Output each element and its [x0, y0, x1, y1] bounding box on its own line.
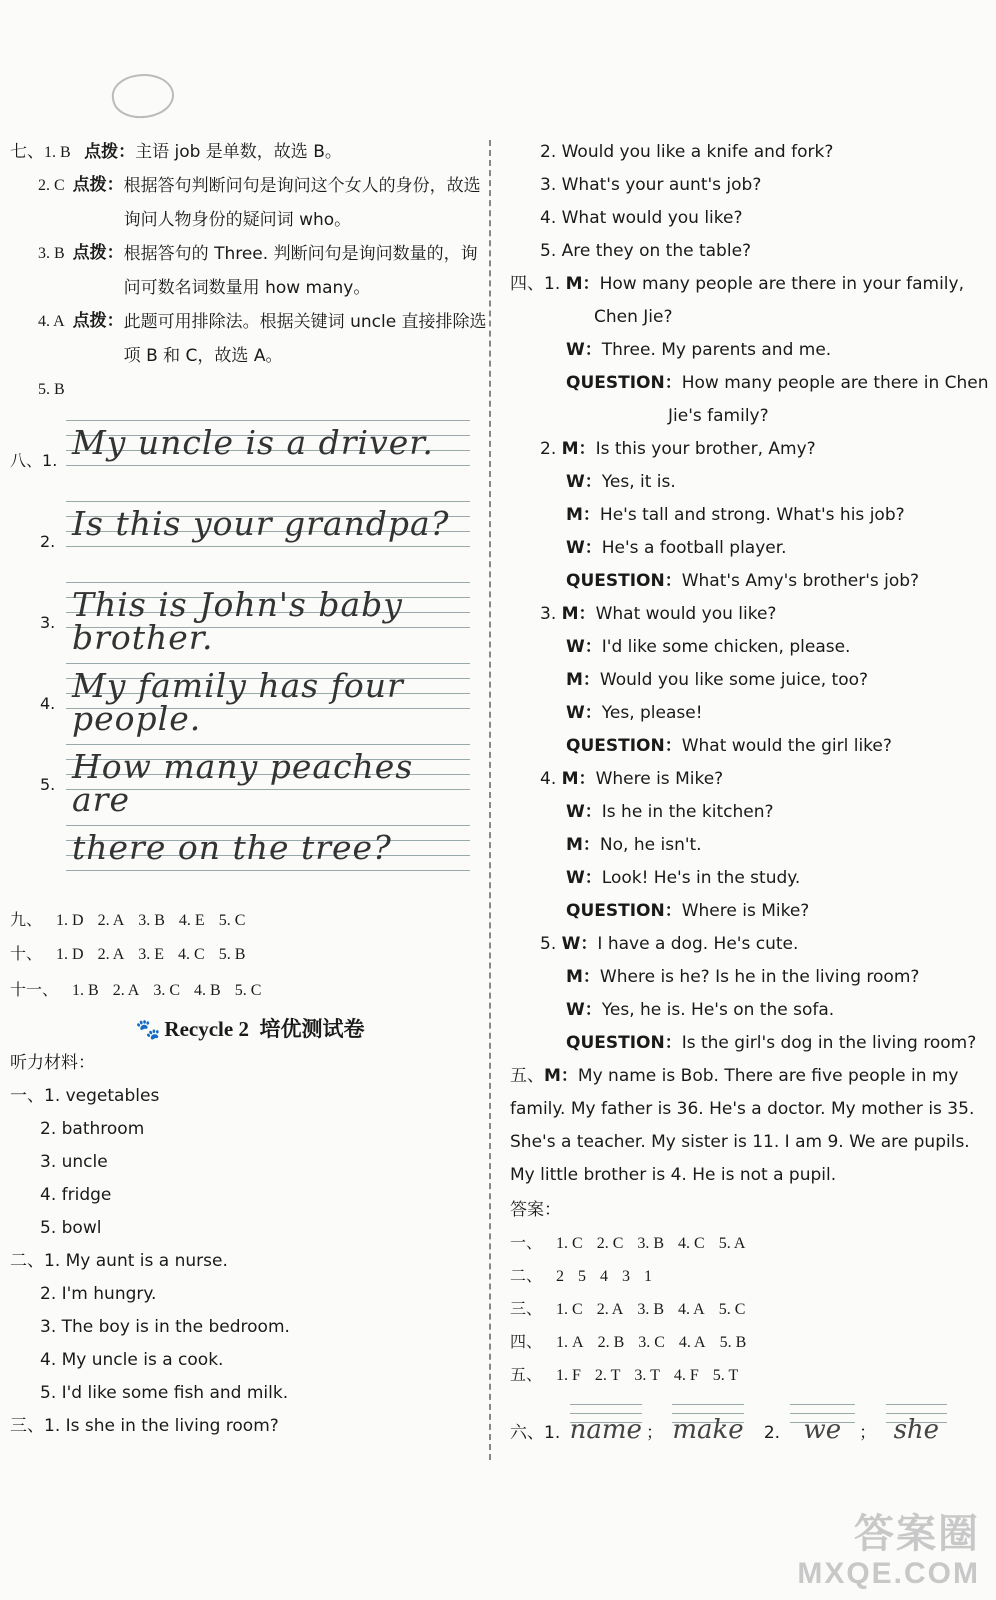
answer: 5	[578, 1268, 587, 1285]
section-title-cn: 培优测试卷	[259, 1017, 365, 1041]
dialog-number: 3.	[540, 604, 557, 624]
answers-row-1	[510, 1227, 980, 1260]
listening-item: 2. bathroom	[40, 1119, 145, 1139]
dialog-text: He's a football player.	[601, 538, 787, 558]
listening-item: 5. bowl	[40, 1218, 102, 1238]
q8-prefix: 八、	[10, 451, 43, 470]
l3-prefix: 三、	[10, 1416, 44, 1436]
answer: 4. F	[673, 1367, 699, 1384]
speaker: W：	[561, 934, 598, 954]
hint-label: 点拨：	[72, 175, 124, 195]
hw-number: 4.	[40, 694, 56, 713]
answer: 5. C	[218, 912, 246, 929]
answers-label: 答案：	[510, 1200, 561, 1220]
answer: 3. C	[638, 1334, 665, 1351]
answer: 1. D	[56, 912, 84, 929]
passage-text: My name is Bob. There are five people in my family. My father is 36. He's a doctor. My mother is 35. She's a teacher. My sister is 11. I am 9. We are pupils. My little brother is 4. He is not a pupil.	[510, 1066, 975, 1185]
answer: 1	[644, 1268, 653, 1285]
hw-number: 2.	[40, 532, 56, 551]
q6-prefix: 六、	[510, 1423, 544, 1443]
hint-text: 根据答句判断问句是询问这个女人的身份，故选询问人物身份的疑问词 who。	[123, 176, 481, 230]
answer: 1. B	[72, 982, 99, 999]
dialog-text: Where is he? Is he in the living room?	[599, 967, 920, 987]
speaker: M：	[544, 1066, 578, 1086]
q7-answer: 1. B	[44, 144, 71, 161]
answers-row-4	[510, 1326, 980, 1359]
right-column	[510, 136, 989, 1450]
hint-text: 根据答句的 Three. 判断问句是询问数量的，询问可数名词数量用 how many。	[123, 244, 478, 298]
listening-item: 5. Are they on the table?	[540, 241, 752, 261]
blank-we	[790, 1414, 856, 1450]
speaker: W：	[566, 340, 602, 360]
hint-label: 点拨：	[72, 243, 124, 263]
q8-handwriting	[10, 412, 470, 898]
answer: 5. T	[712, 1367, 739, 1384]
dialog-text: How many people are there in your family,	[599, 274, 964, 294]
dialog-2-line	[510, 532, 980, 565]
dialog-text: Is the girl's dog in the living room?	[681, 1033, 977, 1053]
l1-prefix: 一、	[10, 1086, 44, 1106]
answer: 2. T	[594, 1367, 621, 1384]
speaker: W：	[566, 868, 602, 888]
answers-row-5	[510, 1359, 980, 1392]
dialog-4-line	[510, 895, 980, 928]
speaker: M：	[566, 835, 600, 855]
dialog-2-line	[510, 565, 980, 598]
dialog-5-line	[510, 961, 980, 994]
section-title-en: Recycle 2	[164, 1017, 249, 1041]
answer: 4. C	[678, 1235, 705, 1252]
dialog-text: Would you like some juice, too?	[599, 670, 869, 690]
q7-answer: 2. C	[38, 177, 65, 194]
speaker: W：	[566, 802, 602, 822]
dialog-5-line	[510, 994, 980, 1027]
answer: 4	[600, 1268, 609, 1285]
answer: 1. A	[556, 1334, 584, 1351]
q7-item-3	[10, 237, 478, 305]
hw-line-4	[10, 655, 470, 736]
q11-prefix: 十一、	[10, 982, 59, 999]
answer: 2. C	[596, 1235, 624, 1252]
dialog-text: Where is Mike?	[681, 901, 810, 921]
listening-item: 3. uncle	[40, 1152, 108, 1172]
handwritten-sentence: How many peaches are	[72, 747, 414, 819]
handwritten-word: name	[569, 1415, 642, 1445]
l1-item-1	[10, 1080, 470, 1113]
answers-row-2	[510, 1260, 980, 1293]
answer: 5. B	[218, 946, 246, 963]
q7-answer: 3. B	[38, 245, 65, 262]
answer: 1. C	[556, 1301, 583, 1318]
dialog-text: Three. My parents and me.	[601, 340, 832, 360]
separator: ；	[859, 1423, 877, 1443]
answers-row-3	[510, 1293, 980, 1326]
dialog-3-line	[510, 598, 980, 631]
q6-number: 2.	[763, 1423, 781, 1443]
l3-item-1	[10, 1410, 470, 1443]
dialog-text: How many people are there in Chen	[681, 373, 989, 393]
dialog-2-line	[510, 433, 980, 466]
answer: 1. C	[556, 1235, 583, 1252]
answer: 4. E	[178, 912, 205, 929]
speaker: W：	[566, 1000, 602, 1020]
handwritten-sentence: there on the tree?	[72, 828, 392, 867]
speaker: QUESTION：	[566, 373, 682, 393]
section-title	[10, 1013, 470, 1047]
hw-number: 1.	[42, 451, 58, 470]
hw-line-5	[10, 736, 470, 817]
answer: 5. A	[718, 1235, 746, 1252]
listening-item: 5. I'd like some fish and milk.	[40, 1383, 289, 1403]
answer-prefix: 四、	[510, 1334, 543, 1351]
speaker: QUESTION：	[566, 901, 682, 921]
watermark-line-1: 答案圈	[854, 1512, 980, 1556]
dialog-text: Yes, it is.	[601, 472, 676, 492]
speaker: W：	[566, 472, 602, 492]
answer: 2. A	[97, 912, 125, 929]
answer: 2. A	[112, 982, 140, 999]
dialog-number: 2.	[540, 439, 557, 459]
answer: 2. B	[597, 1334, 625, 1351]
hint-text: 此题可用排除法。根据关键词 uncle 直接排除选项 B 和 C，故选 A。	[123, 312, 487, 366]
answer: 1. F	[556, 1367, 581, 1384]
dialog-4-line	[510, 763, 980, 796]
answer: 2. A	[97, 946, 125, 963]
speaker: QUESTION：	[566, 1033, 682, 1053]
q7-prefix: 七、	[10, 142, 44, 162]
listening-item: 4. fridge	[40, 1185, 112, 1205]
watermark-line-2: MXQE.COM	[797, 1557, 980, 1590]
l5-passage	[510, 1060, 980, 1192]
dialog-5-line	[510, 928, 980, 961]
dialog-text: Look! He's in the study.	[601, 868, 801, 888]
l5-prefix: 五、	[510, 1066, 544, 1086]
answer: 3. C	[153, 982, 181, 999]
speaker: W：	[566, 538, 602, 558]
blank-make	[672, 1414, 743, 1450]
dialog-text: I have a dog. He's cute.	[597, 934, 799, 954]
hw-number: 3.	[40, 613, 56, 632]
l4-prefix: 四、	[510, 274, 544, 294]
listening-item: 4. What would you like?	[540, 208, 743, 228]
q10-prefix: 十、	[10, 946, 43, 963]
listening-item: 1. vegetables	[44, 1086, 160, 1106]
q9-prefix: 九、	[10, 912, 43, 929]
dialog-1-line	[510, 268, 980, 301]
handwritten-sentence: This is John's baby brother.	[72, 585, 403, 657]
dialog-text: What's Amy's brother's job?	[681, 571, 920, 591]
dialog-number: 5.	[540, 934, 557, 954]
dialog-4-line	[510, 796, 980, 829]
dialog-text: He's tall and strong. What's his job?	[599, 505, 905, 525]
q7-item-5	[10, 373, 470, 406]
q7-item-4	[10, 305, 487, 373]
answer: 3	[622, 1268, 631, 1285]
q6-number: 1.	[544, 1423, 561, 1443]
listening-item: 1. Is she in the living room?	[44, 1416, 279, 1436]
dialog-number: 1.	[544, 274, 561, 294]
q7-item-2	[10, 169, 481, 237]
watermark	[797, 1514, 980, 1594]
dialog-4-line	[510, 829, 980, 862]
listening-item: 3. What's your aunt's job?	[540, 175, 762, 195]
dialog-text: I'd like some chicken, please.	[601, 637, 851, 657]
speaker: QUESTION：	[566, 571, 682, 591]
dialog-text: Is this your brother, Amy?	[595, 439, 816, 459]
speaker: M：	[566, 505, 600, 525]
dialog-text: Jie's family?	[668, 406, 769, 426]
listening-item: 2. I'm hungry.	[40, 1284, 157, 1304]
hint-text: 主语 job 是单数，故选 B。	[135, 142, 342, 162]
dialog-text: No, he isn't.	[599, 835, 702, 855]
dialog-3-line	[510, 697, 980, 730]
answer: 3. B	[637, 1235, 665, 1252]
hw-line-1	[10, 412, 470, 493]
listening-item: 1. My aunt is a nurse.	[44, 1251, 228, 1271]
listening-item: 3. The boy is in the bedroom.	[40, 1317, 290, 1337]
dialog-1-line	[510, 367, 989, 400]
paw-icon: 🐾	[135, 1019, 161, 1041]
q11-answers	[10, 973, 470, 1009]
speaker: M：	[561, 604, 596, 624]
dialog-text: What would you like?	[595, 604, 777, 624]
stamp-mark	[109, 70, 177, 122]
answer-prefix: 五、	[510, 1367, 543, 1384]
answer-prefix: 三、	[510, 1301, 543, 1318]
dialog-3-line	[510, 664, 980, 697]
hw-line-3	[10, 574, 470, 655]
speaker: M：	[561, 439, 596, 459]
q10-answers	[10, 937, 470, 973]
answer: 4. A	[678, 1301, 705, 1318]
q7-answer: 5. B	[38, 381, 65, 398]
handwritten-word: we	[803, 1415, 842, 1445]
answer: 3. B	[138, 912, 165, 929]
dialog-5-line	[510, 1027, 980, 1060]
dialog-4-line	[510, 862, 980, 895]
answer: 2. A	[596, 1301, 624, 1318]
speaker: M：	[566, 967, 600, 987]
hint-label: 点拨：	[84, 142, 136, 162]
answer: 1. D	[56, 946, 84, 963]
listening-item: 2. Would you like a knife and fork?	[540, 142, 834, 162]
blank-name	[570, 1414, 642, 1450]
answer: 5. C	[718, 1301, 746, 1318]
left-column	[10, 136, 487, 1443]
dialog-text: Yes, please!	[601, 703, 703, 723]
dialog-text: What would the girl like?	[681, 736, 892, 756]
listening-label: 听力材料：	[10, 1053, 95, 1073]
speaker: W：	[566, 703, 602, 723]
answer-prefix: 二、	[510, 1268, 543, 1285]
hw-line-2	[10, 493, 470, 574]
hint-label: 点拨：	[72, 311, 124, 331]
dialog-3-line	[510, 631, 980, 664]
answer: 5. C	[234, 982, 262, 999]
q7-item-1	[10, 136, 470, 169]
l2-item-1	[10, 1245, 470, 1278]
speaker: M：	[565, 274, 600, 294]
handwritten-sentence: My uncle is a driver.	[72, 423, 434, 462]
handwritten-word: make	[672, 1415, 744, 1445]
speaker: W：	[566, 637, 602, 657]
dialog-2-line	[510, 499, 980, 532]
separator: ；	[645, 1423, 663, 1443]
dialog-text: Is he in the kitchen?	[601, 802, 774, 822]
hw-number: 5.	[40, 775, 56, 794]
answer: 5. B	[719, 1334, 747, 1351]
answer: 4. C	[178, 946, 205, 963]
dialog-3-line	[510, 730, 980, 763]
speaker: QUESTION：	[566, 736, 682, 756]
dialog-text: Chen Jie?	[594, 307, 673, 327]
answer: 3. E	[138, 946, 165, 963]
answer: 3. B	[637, 1301, 665, 1318]
q9-answers	[10, 904, 470, 937]
speaker: M：	[561, 769, 596, 789]
speaker: M：	[566, 670, 600, 690]
dialog-text: Yes, he is. He's on the sofa.	[601, 1000, 835, 1020]
answer: 3. T	[634, 1367, 660, 1384]
hw-line-6	[10, 817, 470, 898]
dialog-2-line	[510, 466, 980, 499]
answer-prefix: 一、	[510, 1235, 543, 1252]
blank-she	[886, 1414, 947, 1450]
handwritten-word: she	[893, 1415, 940, 1445]
q7-answer: 4. A	[38, 313, 65, 330]
listening-item: 4. My uncle is a cook.	[40, 1350, 224, 1370]
q6-handwriting	[510, 1414, 980, 1450]
answer: 4. B	[194, 982, 221, 999]
answer: 2	[556, 1268, 565, 1285]
answer: 4. A	[678, 1334, 706, 1351]
l2-prefix: 二、	[10, 1251, 44, 1271]
handwritten-sentence: Is this your grandpa?	[72, 504, 450, 543]
dialog-number: 4.	[540, 769, 557, 789]
dialog-text: Where is Mike?	[595, 769, 724, 789]
handwritten-sentence: My family has four people.	[72, 666, 404, 738]
dialog-1-line	[510, 334, 980, 367]
